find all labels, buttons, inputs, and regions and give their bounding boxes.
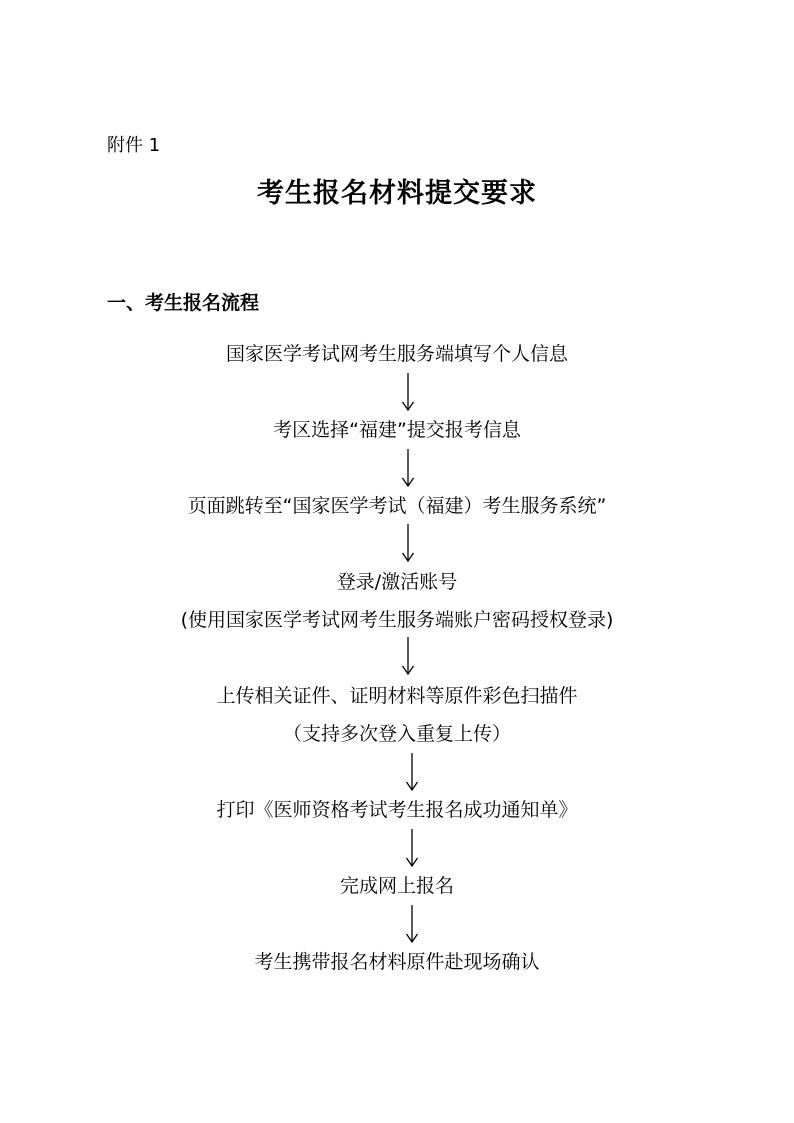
flow-step-5-note: （支持多次登入重复上传） xyxy=(282,723,511,745)
document-title: 考生报名材料提交要求 xyxy=(257,178,537,209)
flow-step-7: 完成网上报名 xyxy=(339,875,454,897)
flow-step-6: 打印《医师资格考试考生报名成功通知单》 xyxy=(216,799,578,821)
down-arrow-icon xyxy=(401,372,415,412)
attachment-label: 附件 1 xyxy=(107,135,161,156)
down-arrow-icon xyxy=(401,636,415,676)
section-heading: 一、考生报名流程 xyxy=(107,292,260,314)
flow-step-1: 国家医学考试网考生服务端填写个人信息 xyxy=(225,343,568,365)
down-arrow-icon xyxy=(405,904,419,944)
flow-step-2: 考区选择“福建”提交报考信息 xyxy=(273,419,521,441)
down-arrow-icon xyxy=(401,523,415,563)
flow-step-8: 考生携带报名材料原件赴现场确认 xyxy=(254,951,540,973)
flow-step-3: 页面跳转至“国家医学考试（福建）考生服务系统” xyxy=(187,495,607,517)
down-arrow-icon xyxy=(405,828,419,868)
down-arrow-icon xyxy=(405,752,419,792)
flow-step-4-note: (使用国家医学考试网考生服务端账户密码授权登录) xyxy=(180,609,614,631)
flow-step-5: 上传相关证件、证明材料等原件彩色扫描件 xyxy=(216,685,578,707)
flow-step-4: 登录/激活账号 xyxy=(336,571,458,593)
down-arrow-icon xyxy=(401,448,415,488)
